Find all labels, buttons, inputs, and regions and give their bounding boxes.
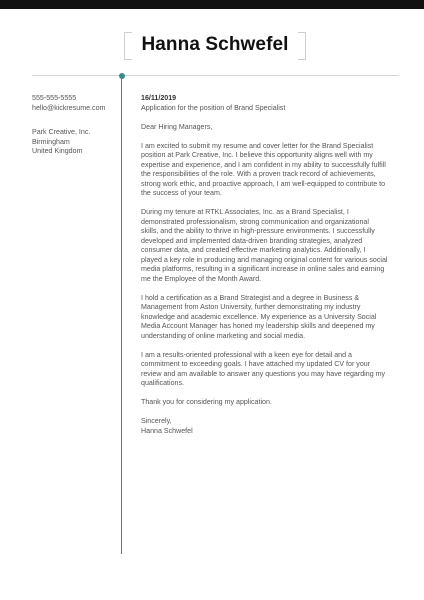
- letter-subject: Application for the position of Brand Specialist: [141, 103, 286, 112]
- letter-date: 16/11/2019: [141, 94, 177, 102]
- paragraph-line: expertise and experience, and I am confident in my ability to successfully fulfill: [141, 160, 386, 169]
- paragraph-line: Management from Aston University, further demonstrating my industry: [141, 303, 361, 311]
- timeline-dot: [119, 73, 125, 79]
- paragraph-line: commitment to exceeding goals. I have attached my updated CV for your: [141, 360, 371, 368]
- letter-paragraph: [141, 398, 403, 408]
- timeline-line: [121, 79, 122, 554]
- letter-body: [141, 94, 403, 436]
- paragraph-line: During my tenure at RTKL Associates, Inc. as a Brand Specialist, I: [141, 208, 349, 216]
- email-address: hello@kickresume.com: [32, 103, 106, 112]
- name-frame: [124, 32, 306, 58]
- paragraph-line: demonstrated professionalism, strong communication and organizational: [141, 217, 369, 226]
- paragraph-line: I hold a certification as a Brand Strategist and a degree in Business &: [141, 293, 360, 302]
- letter-paragraph: [141, 294, 403, 342]
- letter-paragraph: [141, 142, 403, 199]
- closing: Sincerely,: [141, 417, 172, 425]
- applicant-name: Hanna Schwefel: [141, 34, 289, 55]
- paragraph-line: played a key role in producing and managing original content for various social: [141, 255, 388, 264]
- signature: Hanna Schwefel: [141, 426, 193, 435]
- letter-paragraph: [141, 351, 403, 389]
- salutation: Dear Hiring Managers,: [141, 122, 213, 131]
- letter-paragraph: [141, 208, 403, 284]
- paragraph-line: I am excited to submit my resume and cover letter for the Brand Specialist: [141, 141, 374, 150]
- paragraph-line: the success of your team.: [141, 189, 222, 197]
- top-bar: [0, 0, 424, 9]
- phone-number: 555-555-5555: [32, 94, 77, 102]
- paragraph-line: developed and implemented data-driven branding strategies, analyzed: [141, 236, 363, 245]
- paragraph-line: review and am available to answer any questions you may have regarding my: [141, 369, 386, 378]
- company-line: Park Creative, Inc.: [32, 128, 91, 136]
- paragraph-line: position at Park Creative, Inc. I believe this opportunity aligns well with my: [141, 151, 373, 159]
- header-divider: [32, 75, 399, 76]
- paragraph-line: I am a results-oriented professional with a keen eye for detail and a: [141, 350, 352, 359]
- paragraph-line: knowledge and academic excellence. My experience as a University Social: [141, 312, 377, 321]
- recipient-address: [32, 128, 116, 157]
- company-line: United Kingdom: [32, 147, 83, 155]
- paragraph-line: skills, and the ability to thrive in high-pressure environments. I successfully: [141, 227, 375, 235]
- paragraph-line: understanding of online marketing and social media.: [141, 331, 306, 340]
- paragraph-line: strong work ethic, and proactive approach, I am well-equipped to contribute to: [141, 179, 386, 188]
- paragraph-line: the responsibilities of the role. With a proven track record of achievements,: [141, 170, 376, 178]
- contact-info: [32, 94, 116, 113]
- paragraph-line: media platforms, resulting in a significant increase in online sales and earning: [141, 265, 385, 273]
- paragraph-line: Thank you for considering my application.: [141, 398, 272, 406]
- paragraph-line: qualifications.: [141, 379, 184, 387]
- paragraph-line: me the Employee of the Month Award.: [141, 274, 262, 283]
- company-line: Birmingham: [32, 137, 70, 146]
- paragraph-line: consumer data, and created effective marketing analytics. Additionally, I: [141, 246, 366, 254]
- letter-paragraphs: [141, 142, 403, 418]
- paragraph-line: Media Account Manager has honed my leadership skills and deepened my: [141, 322, 375, 330]
